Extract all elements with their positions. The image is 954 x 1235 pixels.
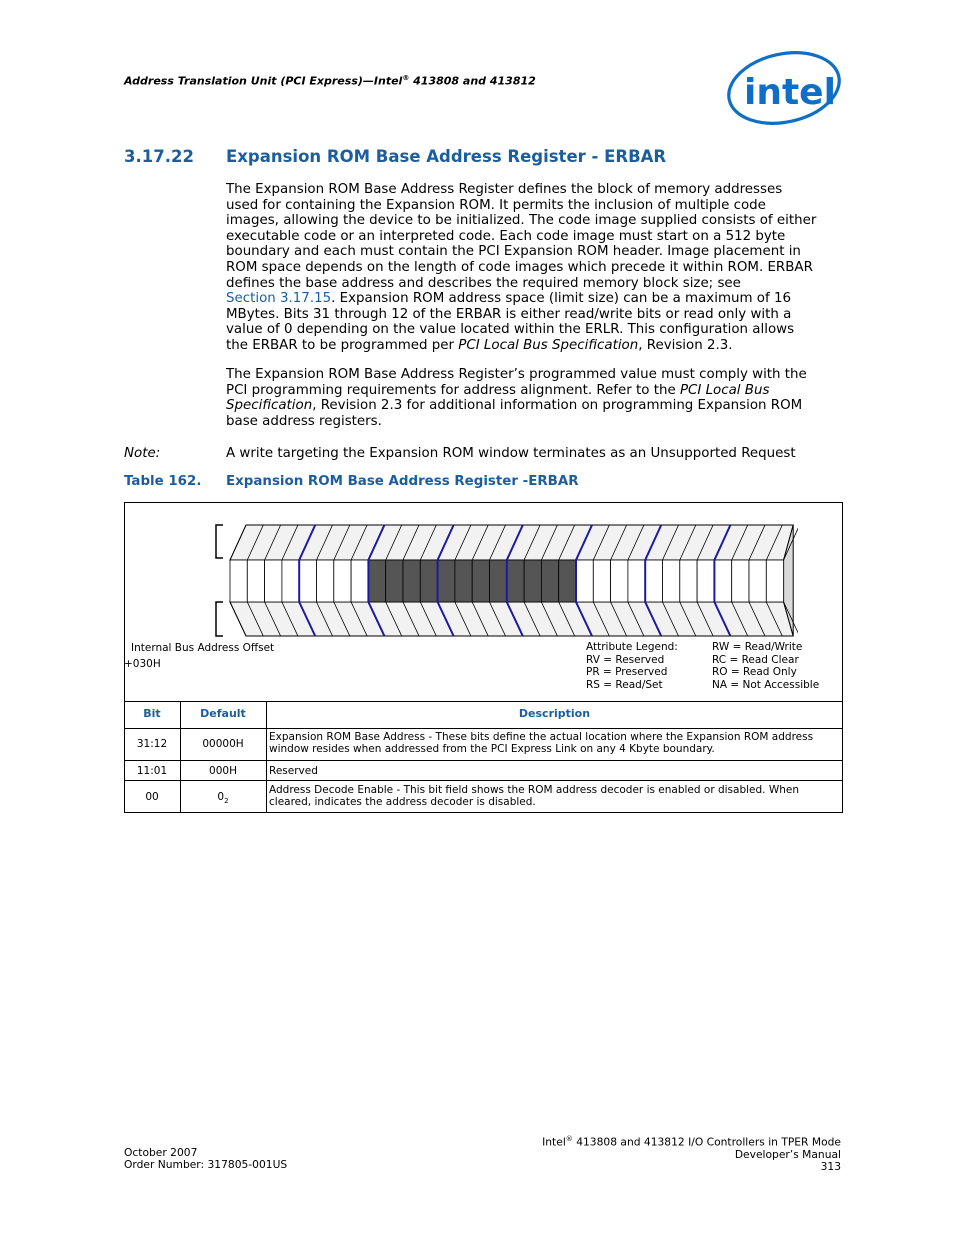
footer-order-number: Order Number: 317805-001US	[124, 1158, 288, 1172]
intel-logo-text: intel	[744, 72, 836, 113]
legend-item: PR = Preserved	[586, 666, 668, 679]
para1-line: MBytes. Bits 31 through 12 of the ERBAR is either read/write bits or read only with a	[226, 306, 792, 322]
bit-cell	[490, 560, 507, 602]
para1-line: ROM space depends on the length of code images which precede it within ROM. ERBAR	[226, 259, 813, 275]
table-cell-default: 000H	[209, 765, 237, 777]
bit-cell	[386, 560, 403, 602]
legend-item: RO = Read Only	[712, 666, 797, 679]
table-header-top-rule	[124, 701, 843, 702]
intel-logo	[724, 50, 844, 128]
spec-title: PCI Local Bus	[679, 382, 770, 398]
header-title-prefix: Address Translation Unit (PCI Express)—Intel	[124, 74, 403, 88]
bit-cell	[663, 560, 680, 602]
para1-line: value of 0 depending on the value located within the ERLR. This configuration allows	[226, 322, 795, 338]
offset-value: +030H	[124, 658, 161, 670]
diagram-bracket-bottom	[216, 602, 223, 636]
bit-cell	[368, 560, 385, 602]
running-header	[124, 74, 536, 88]
para1-line: executable code or an interpreted code. Each code image must start on a 512 byte	[226, 228, 786, 244]
para1-last-pre: the ERBAR to be programmed per	[226, 337, 459, 353]
footer-brand: Intel	[542, 1135, 566, 1149]
bit-cell	[541, 560, 558, 602]
description-line: cleared, indicates the address decoder is disabled.	[269, 796, 536, 809]
bit-cell	[628, 560, 645, 602]
footer-registered-mark: ®	[565, 1135, 573, 1143]
table-cell-default: 00000H	[202, 738, 244, 750]
table-cell-description: Reserved	[269, 765, 318, 777]
table-cell-bit: 00	[145, 791, 159, 803]
column-header-default: Default	[200, 707, 246, 720]
footer-product-name: 413808 and 413812 I/O Controllers in TPER Mode	[572, 1135, 841, 1149]
paragraph-1	[226, 182, 838, 354]
bit-cell	[766, 560, 783, 602]
default-value: 0	[217, 791, 225, 803]
table-cell-description	[269, 731, 813, 755]
para1-line: boundary and each must contain the PCI Expansion ROM header. Image placement in	[226, 244, 801, 260]
bit-cell	[611, 560, 628, 602]
note-text: A write targeting the Expansion ROM window terminates as an Unsupported Request	[226, 446, 796, 461]
legend-item: RS = Read/Set	[586, 678, 663, 691]
para1-line: The Expansion ROM Base Address Register defines the block of memory addresses	[226, 182, 783, 197]
para2-line	[226, 398, 838, 414]
para2-line	[226, 383, 838, 399]
spec-title: Specification	[226, 398, 313, 414]
diagram-bracket-top	[216, 525, 223, 558]
footer-product	[542, 1133, 841, 1149]
bit-cell	[299, 560, 316, 602]
bit-cell	[403, 560, 420, 602]
footer-manual: Developer’s Manual	[734, 1147, 841, 1161]
bit-cell	[455, 560, 472, 602]
para1-line: images, allowing the device to be initialized. The code image supplied consists of either	[226, 213, 817, 229]
footer-left	[124, 1147, 287, 1172]
bit-cell	[732, 560, 749, 602]
bit-cell	[334, 560, 351, 602]
bit-cell	[593, 560, 610, 602]
bit-cell	[507, 560, 524, 602]
paragraph-2	[226, 367, 838, 429]
section-number: 3.17.22	[124, 147, 194, 166]
description-line: Expansion ROM Base Address - These bits define the actual location where the Expansion ROM address	[269, 731, 814, 743]
para1-line	[226, 291, 838, 307]
spec-title: PCI Local Bus Specification	[458, 337, 639, 353]
para1-after-link: . Expansion ROM address space (limit size) can be a maximum of 16	[331, 291, 791, 307]
para1-line: used for containing the Expansion ROM. It permits the inclusion of multiple code	[226, 197, 766, 213]
bit-cell	[645, 560, 662, 602]
bit-cell	[420, 560, 437, 602]
column-header-description: Description	[518, 707, 591, 720]
table-row-rule	[124, 760, 843, 761]
para1-line	[226, 338, 838, 354]
note-label: Note:	[124, 446, 161, 461]
bit-cell	[265, 560, 282, 602]
bit-cell	[230, 560, 247, 602]
diagram-bottom-band	[230, 602, 793, 636]
bit-cell	[559, 560, 576, 602]
description-line: Address Decode Enable - This bit field shows the ROM address decoder is enabled or disabled. When	[269, 784, 799, 796]
bit-cell	[472, 560, 489, 602]
table-caption-title: Expansion ROM Base Address Register -ERBAR	[226, 474, 579, 489]
attribute-legend	[586, 641, 678, 691]
bit-cell	[247, 560, 264, 602]
bit-cell	[576, 560, 593, 602]
table-row-rule	[124, 780, 843, 781]
bit-cell	[749, 560, 766, 602]
legend-item: RW = Read/Write	[712, 641, 803, 653]
para1-line: defines the base address and describes the required memory block size; see	[226, 275, 741, 291]
bit-cell	[317, 560, 334, 602]
para2-line3-post: , Revision 2.3 for additional information on programming Expansion ROM	[312, 398, 803, 414]
description-line: window resides when addressed from the PCI Express Link on any 4 Kbyte boundary.	[269, 743, 715, 756]
attribute-legend-right	[712, 641, 819, 691]
footer-date: October 2007	[124, 1146, 198, 1159]
bit-cell	[680, 560, 697, 602]
table-cell-default	[180, 791, 266, 807]
table-cell-bit: 31:12	[136, 738, 168, 750]
bit-cell	[438, 560, 455, 602]
para1-last-post: , Revision 2.3.	[638, 337, 733, 353]
section-link[interactable]: Section 3.17.15	[226, 291, 332, 307]
table-row-rule	[124, 728, 843, 729]
legend-item: RC = Read Clear	[712, 653, 799, 666]
bit-cell	[714, 560, 731, 602]
table-cell-bit: 11:01	[136, 765, 168, 777]
header-title-suffix: 413808 and 413812	[409, 74, 536, 88]
table-caption-number: Table 162.	[124, 474, 202, 489]
register-bit-diagram	[208, 520, 798, 640]
footer-page-number: 313	[820, 1160, 841, 1174]
offset-label: Internal Bus Address Offset	[131, 642, 275, 654]
legend-item: NA = Not Accessible	[712, 678, 820, 691]
bit-cell	[524, 560, 541, 602]
bit-cell	[697, 560, 714, 602]
footer-right	[542, 1133, 841, 1174]
para2-line2-pre: PCI programming requirements for address alignment. Refer to the	[226, 382, 680, 398]
legend-title: Attribute Legend:	[586, 641, 678, 653]
diagram-top-band	[230, 525, 793, 560]
header-registered-mark: ®	[402, 74, 410, 82]
section-title: Expansion ROM Base Address Register - ERBAR	[226, 147, 667, 166]
column-header-bit: Bit	[143, 707, 161, 720]
legend-item: RV = Reserved	[586, 653, 665, 666]
default-base-subscript: 2	[224, 797, 229, 806]
bit-cell	[282, 560, 299, 602]
para2-line: The Expansion ROM Base Address Register’s programmed value must comply with the	[226, 367, 807, 382]
bit-cell	[351, 560, 368, 602]
para2-line: base address registers.	[226, 413, 382, 429]
table-cell-description	[269, 784, 799, 808]
